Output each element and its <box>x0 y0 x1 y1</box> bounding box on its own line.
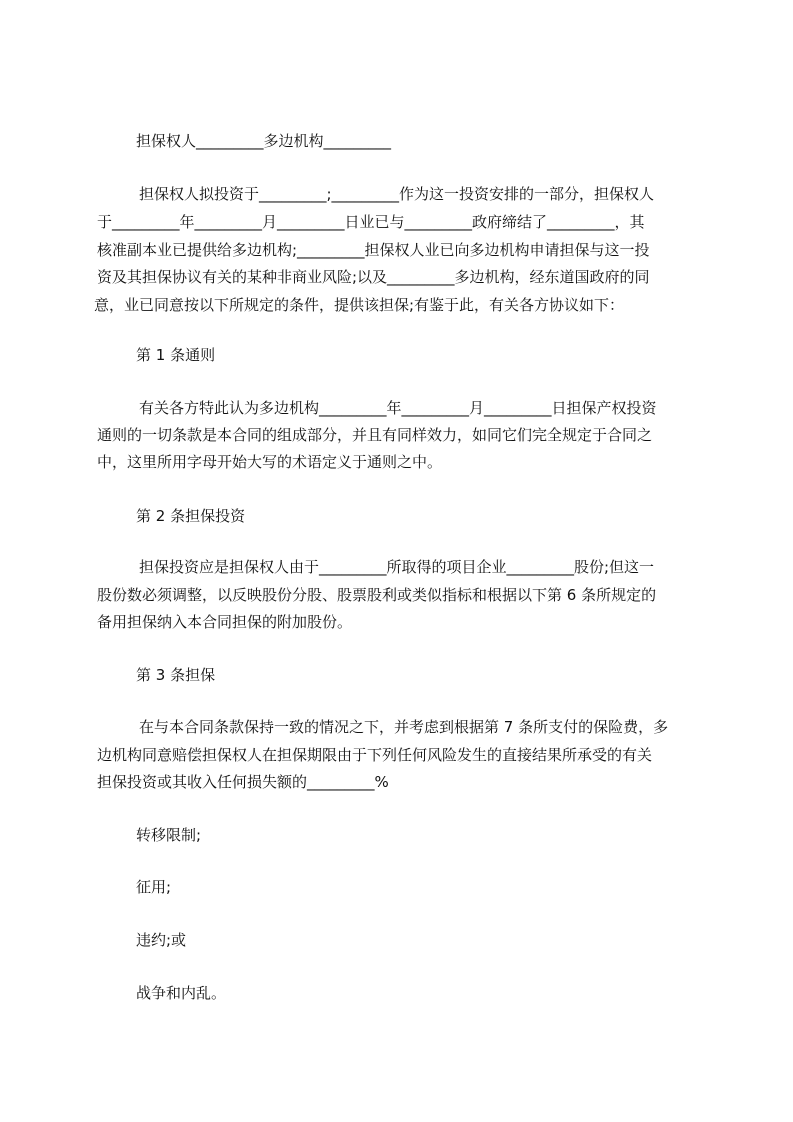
risk-item-transfer-restriction: 转移限制; <box>136 826 202 844</box>
intro-line-3: 核准副本业已提供给多边机构;_________担保权人业已向多边机构申请担保与这一投 <box>97 241 650 259</box>
risk-item-expropriation: 征用; <box>136 878 172 896</box>
risk-item-breach: 违约;或 <box>136 931 187 949</box>
intro-line-4: 资及其担保协议有关的某种非商业风险;以及_________多边机构，经东道国政府的同 <box>97 268 650 286</box>
article-2-line-2: 股份数必须调整，以反映股份分股、股票股利或类似指标和根据以下第 6 条所规定的 <box>97 586 657 604</box>
intro-line-2: 于_________年_________月_________日业已与_________政府缔结了_________，其 <box>97 213 645 231</box>
article-1-line-3: 中，这里所用字母开始大写的术语定义于通则之中。 <box>97 453 443 471</box>
article-1-line-1: 有关各方特此认为多边机构_________年_________月_________日担保产权投资 <box>139 399 657 417</box>
article-3-line-2: 边机构同意赔偿担保权人在担保期限由于下列任何风险发生的直接结果所承受的有关 <box>97 746 653 764</box>
article-3-line-1: 在与本合同条款保持一致的情况之下，并考虑到根据第 7 条所支付的保险费，多 <box>139 718 669 736</box>
article-2-line-1: 担保投资应是担保权人由于_________所取得的项目企业_________股份;但这一 <box>139 558 655 576</box>
intro-line-5: 意，业已同意按以下所规定的条件，提供该担保;有鉴于此，有关各方协议如下： <box>94 296 625 314</box>
article-2-title: 第 2 条担保投资 <box>136 507 246 525</box>
header-line: 担保权人_________多边机构_________ <box>136 132 392 150</box>
article-1-title: 第 1 条通则 <box>136 346 216 364</box>
article-3-title: 第 3 条担保 <box>136 666 216 684</box>
article-1-line-2: 通则的一切条款是本合同的组成部分，并且有同样效力，如同它们完全规定于合同之 <box>97 426 653 444</box>
risk-item-war-unrest: 战争和内乱。 <box>136 984 227 1002</box>
article-3-line-3: 担保投资或其收入任何损失额的_________% <box>97 773 389 791</box>
intro-line-1: 担保权人拟投资于_________;_________作为这一投资安排的一部分，担保权人 <box>139 185 655 203</box>
article-2-line-3: 备用担保纳入本合同担保的附加股份。 <box>97 613 353 631</box>
